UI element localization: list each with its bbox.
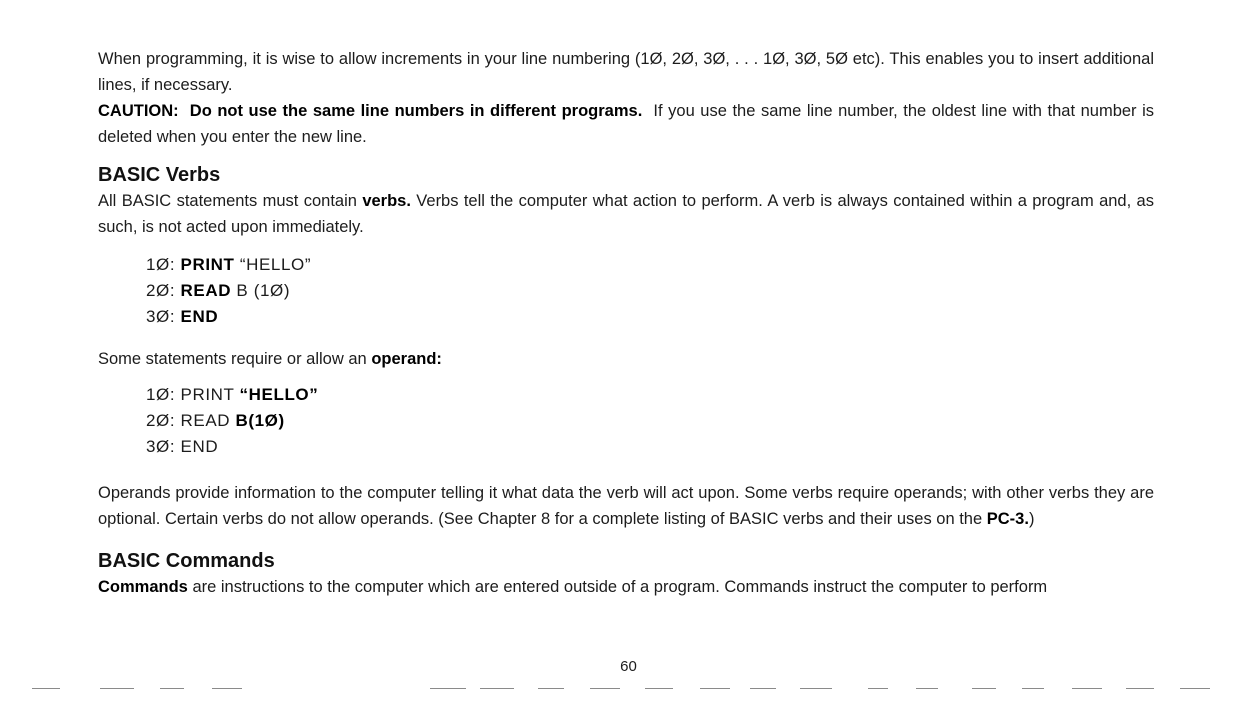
commands-paragraph: [98, 574, 1154, 600]
scan-dash: [700, 688, 730, 689]
line-number: 2Ø:: [146, 281, 181, 300]
operands-paragraph: [98, 480, 1154, 532]
basic-commands-heading: BASIC Commands: [98, 550, 275, 572]
operands-text-end: ): [1028, 510, 1035, 528]
scan-dash: [32, 688, 60, 689]
code-line: [146, 278, 1154, 304]
caution-bold-text: Do not use the same line numbers in different programs.: [189, 102, 643, 120]
verb-keyword: PRINT: [180, 255, 235, 274]
operands-text-start: Operands provide information to the computer telling it what data the verb will act upon. Some verbs require operands; with other verbs they are optional. Certain verbs do not allow operands. (See Chapter 8 for a complete listing of BASIC verbs and their uses on the: [98, 484, 1154, 528]
verbs-text-end: Verbs tell the computer what action to perform. A verb is always contained within a program and, as such, is not acted upon immediately.: [98, 192, 1154, 236]
scan-dash: [590, 688, 620, 689]
caution-rest-text: If you use the same line number, the oldest line with that number is deleted when you enter the new line.: [98, 102, 1155, 146]
scan-dash: [972, 688, 996, 689]
code-line: [146, 382, 1154, 408]
scan-dash: [160, 688, 184, 689]
operand-intro: [98, 346, 1154, 372]
operand-highlight: B(1Ø): [235, 411, 285, 430]
verbs-text-start: All BASIC statements must contain: [98, 192, 363, 210]
caution-label: CAUTION:: [98, 102, 179, 120]
scan-dash: [868, 688, 888, 689]
scan-dash: [480, 688, 514, 689]
scan-dash: [1022, 688, 1044, 689]
operand-example-code: [146, 382, 1154, 460]
pc3-model: PC-3.: [986, 510, 1029, 528]
commands-text: are instructions to the computer which are entered outside of a program. Commands instruct the computer to perform: [187, 578, 1048, 596]
scan-dash: [645, 688, 673, 689]
commands-bold-term: Commands: [98, 578, 188, 596]
scan-dash: [430, 688, 466, 689]
operand-intro-text: Some statements require or allow an: [98, 350, 372, 368]
scan-dash: [538, 688, 564, 689]
verbs-bold-term: verbs.: [362, 192, 411, 210]
code-line: [146, 434, 1154, 460]
verb-example-code: [146, 252, 1154, 330]
code-line: [146, 408, 1154, 434]
code-prefix: 1Ø: PRINT: [146, 385, 240, 404]
code-line: [146, 252, 1154, 278]
scan-dash: [916, 688, 938, 689]
document-page: [98, 46, 1154, 600]
intro-paragraph: When programming, it is wise to allow increments in your line numbering (1Ø, 2Ø, 3Ø, . . . 1Ø, 3Ø, 5Ø etc). This enables you to insert additional lines, if necessary.: [98, 50, 1154, 94]
operand-highlight: “HELLO”: [239, 385, 319, 404]
line-number: 1Ø:: [146, 255, 181, 274]
operand-bold-term: operand:: [371, 350, 442, 368]
scan-dash: [1126, 688, 1154, 689]
scan-dash: [800, 688, 832, 689]
verbs-paragraph: [98, 188, 1154, 240]
basic-verbs-heading: BASIC Verbs: [98, 164, 221, 186]
page-number: 60: [620, 658, 637, 675]
operand-text: “HELLO”: [234, 255, 312, 274]
code-prefix: 2Ø: READ: [146, 411, 236, 430]
caution-paragraph: [98, 98, 1154, 150]
verb-keyword: READ: [180, 281, 232, 300]
code-line: [146, 304, 1154, 330]
scan-dash: [1072, 688, 1102, 689]
verb-keyword: END: [180, 307, 219, 326]
scan-dash: [212, 688, 242, 689]
scan-dash: [750, 688, 776, 689]
line-number: 3Ø:: [146, 307, 181, 326]
scan-dash: [100, 688, 134, 689]
code-prefix: 3Ø: END: [146, 437, 219, 456]
scan-dash: [1180, 688, 1210, 689]
operand-text: B (1Ø): [231, 281, 291, 300]
